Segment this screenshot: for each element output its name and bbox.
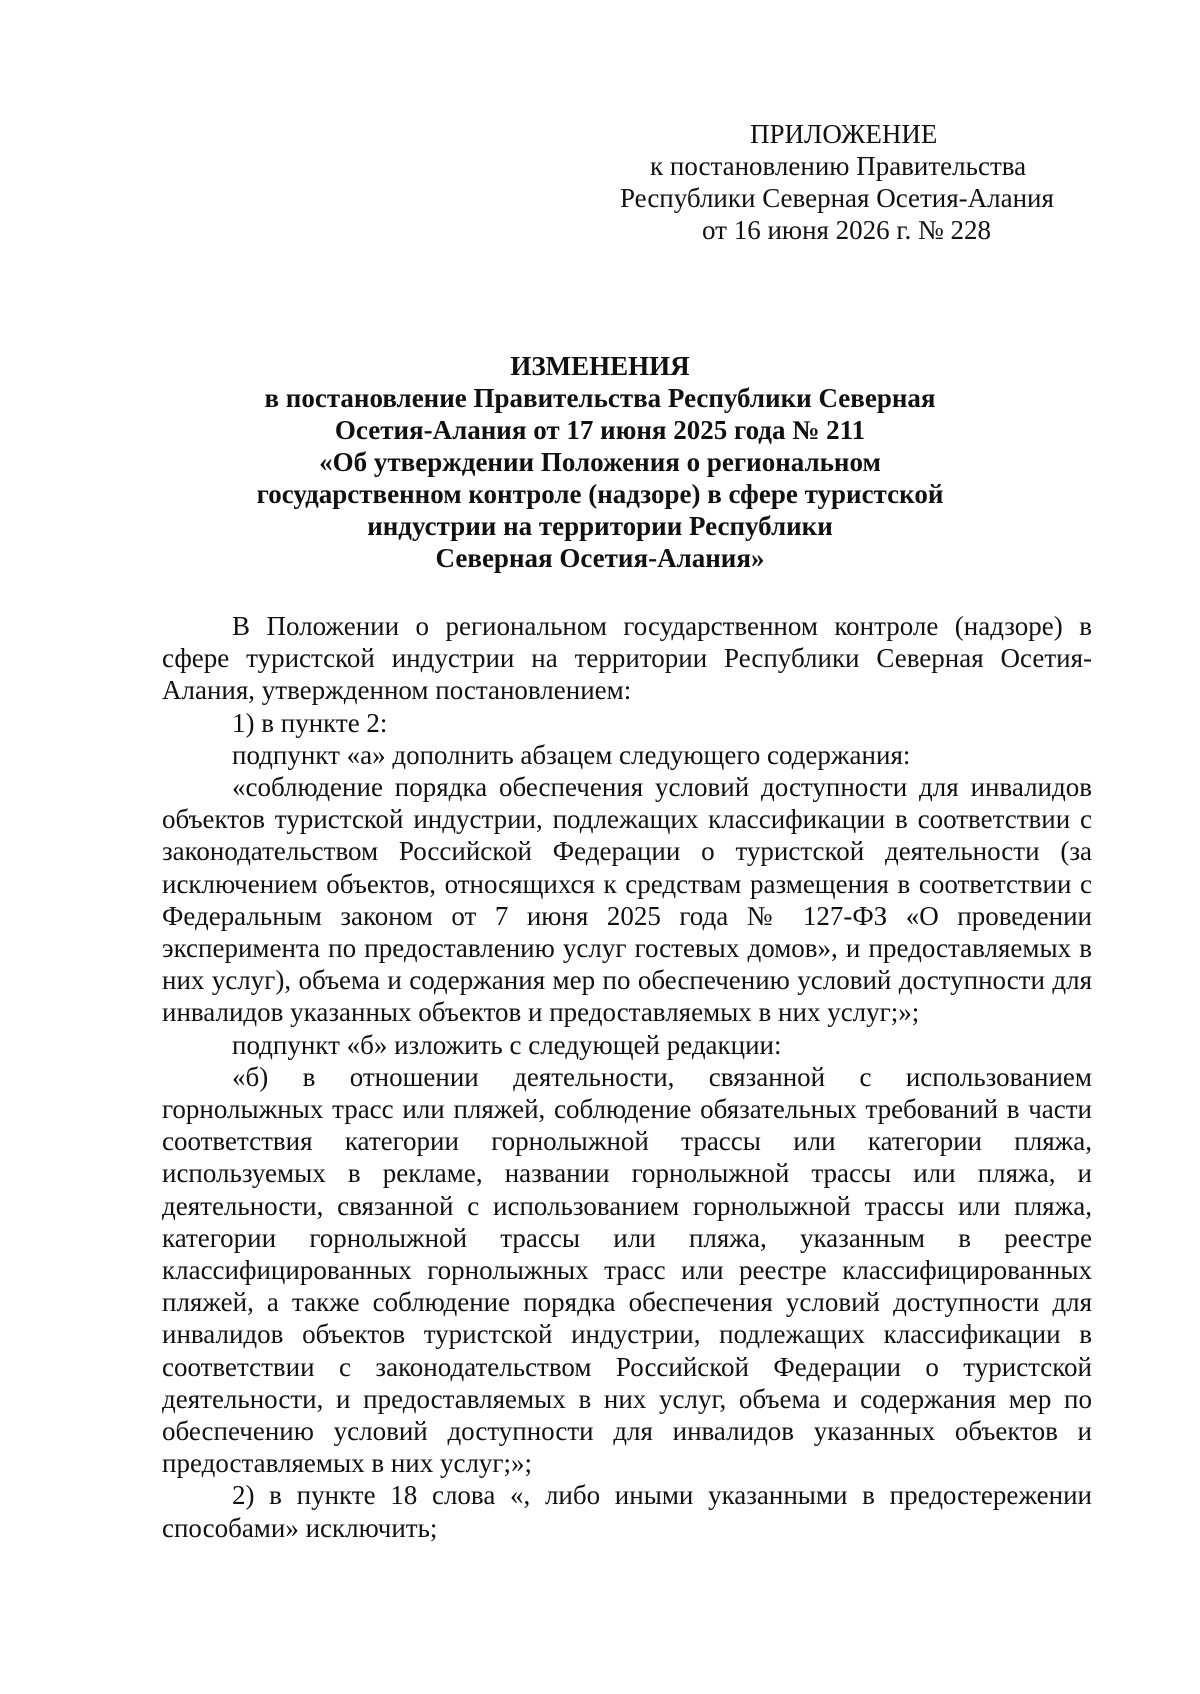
body-paragraph: 2) в пункте 18 слова «, либо иными указанными в предостережении способами» исключить;	[162, 1480, 1092, 1543]
title-line: Осетия-Алания от 17 июня 2025 года № 211	[334, 415, 866, 445]
title-line: индустрии на территории Республики	[367, 511, 833, 541]
body-paragraph: подпункт «б» изложить с следующей редакции:	[232, 1029, 782, 1060]
appendix-block	[620, 118, 1100, 246]
appendix-line: к постановлению Правительства	[650, 151, 1027, 181]
body-paragraph: подпункт «а» дополнить абзацем следующего содержания:	[232, 739, 911, 770]
appendix-line: Республики Северная Осетия-Алания	[620, 183, 1054, 213]
document-body	[162, 610, 1092, 1544]
appendix-heading: ПРИЛОЖЕНИЕ	[750, 119, 938, 149]
title-heading: ИЗМЕНЕНИЯ	[510, 351, 690, 381]
title-line: государственном контроле (надзоре) в сфере туристской	[256, 479, 944, 509]
title-line: «Об утверждении Положения о региональном	[319, 447, 881, 477]
body-paragraph: В Положении о региональном государственном контроле (надзоре) в сфере туристской индустрии на территории Республики Северная Осетия-Алания, утвержденном постановлением:	[162, 611, 1092, 706]
title-line: в постановление Правительства Республики Северная	[264, 383, 936, 413]
body-paragraph: 1) в пункте 2:	[232, 707, 388, 738]
body-paragraph: «б) в отношении деятельности, связанной с использованием горнолыжных трасс или пляжей, соблюдение обязательных требований в части соответствия категории горнолыжной трассы или категории пляжа, используемых в рекламе, названии горнолыжной трассы или пляжа, и деятельности, связанной с использованием горнолыжной трассы или пляжа, категории горнолыжной трассы или пляжа, указанным в реестре классифицированных горнолыжных трасс или реестре классифицированных пляжей, а также соблюдение порядка обеспечения условий доступности для инвалидов объектов туристской индустрии, подлежащих классификации в соответствии с законодательством Российской Федерации о туристской деятельности, и предоставляемых в них услуг, объема и содержания мер по обеспечению условий доступности для инвалидов указанных объектов и предоставляемых в них услуг;»;	[162, 1061, 1092, 1479]
body-paragraph: «соблюдение порядка обеспечения условий доступности для инвалидов объектов туристской индустрии, подлежащих классификации в соответствии с законодательством Российской Федерации о туристской деятельности (за исключением объектов, относящихся к средствам размещения в соответствии с Федеральным законом от 7 июня 2025 года № 127-ФЗ «О проведении эксперимента по предоставлению услуг гостевых домов», и предоставляемых в них услуг), объема и содержания мер по обеспечению условий доступности для инвалидов указанных объектов и предоставляемых в них услуг;»;	[162, 772, 1092, 1028]
appendix-date-number: от 16 июня 2026 г. № 228	[702, 215, 991, 245]
document-title	[160, 350, 1040, 574]
title-line: Северная Осетия-Алания»	[435, 543, 765, 573]
